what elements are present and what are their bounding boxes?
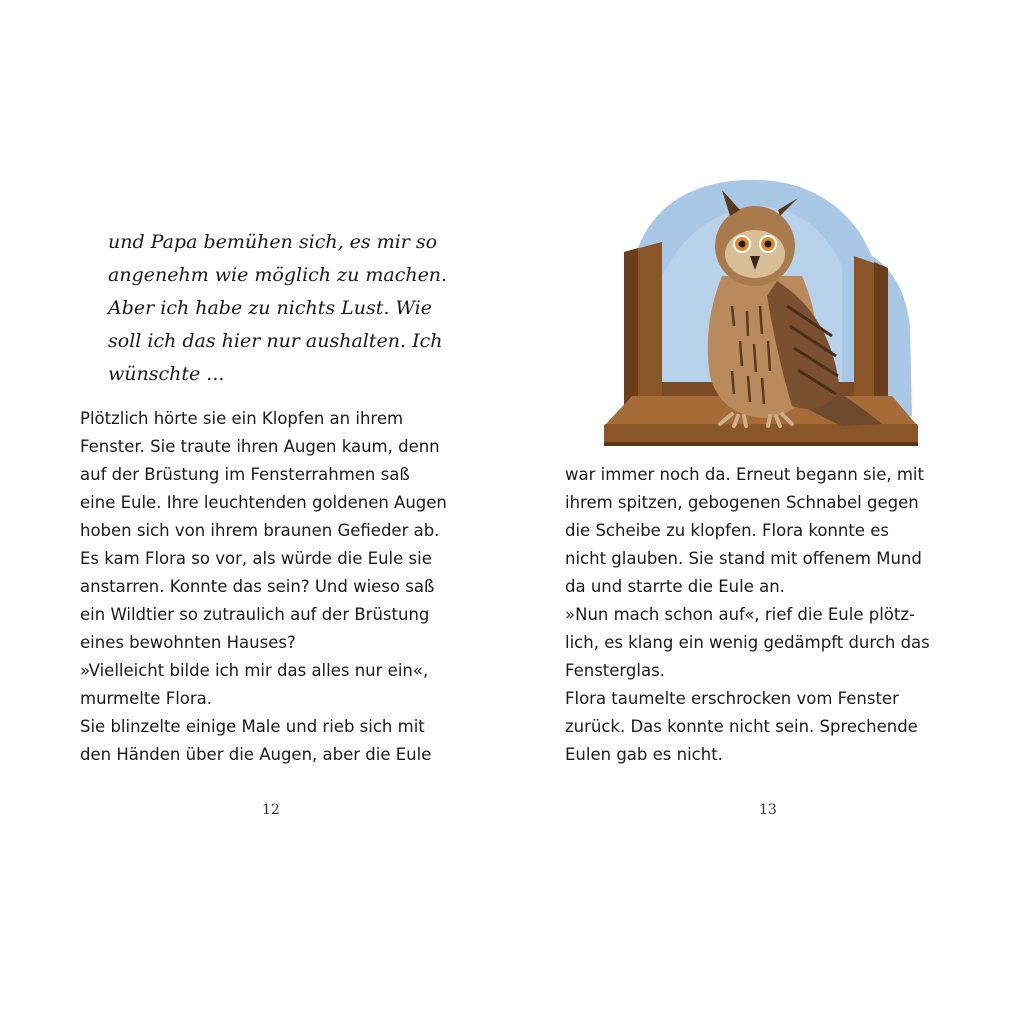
text-line: nicht glauben. Sie stand mit offenem Mund: [565, 549, 922, 568]
text-line: zurück. Das konnte nicht sein. Sprechende: [565, 717, 918, 736]
diary-line: angenehm wie möglich zu machen.: [108, 264, 448, 286]
text-line: »Nun mach schon auf«, rief die Eule plötz-: [565, 605, 915, 624]
owl-illustration: [592, 176, 922, 452]
text-line: Es kam Flora so vor, als würde die Eule sie: [80, 549, 432, 568]
text-line: ein Wildtier so zutraulich auf der Brüstung: [80, 605, 430, 624]
text-line: Fensterglas.: [565, 661, 665, 680]
text-line: Fenster. Sie traute ihren Augen kaum, denn: [80, 437, 440, 456]
text-line: anstarren. Konnte das sein? Und wieso saß: [80, 577, 435, 596]
owl-on-windowsill-image: [592, 176, 922, 452]
text-line: Eulen gab es nicht.: [565, 745, 723, 764]
text-line: Flora taumelte erschrocken vom Fenster: [565, 689, 899, 708]
text-line: Plötzlich hörte sie ein Klopfen an ihrem: [80, 409, 404, 428]
text-line: Sie blinzelte einige Male und rieb sich mit: [80, 717, 425, 736]
text-line: hoben sich von ihrem braunen Gefieder ab.: [80, 521, 440, 540]
page-number: 12: [262, 802, 280, 818]
diary-line: soll ich das hier nur aushalten. Ich: [108, 330, 443, 352]
text-line: den Händen über die Augen, aber die Eule: [80, 745, 432, 764]
text-line: »Vielleicht bilde ich mir das alles nur ein«,: [80, 661, 429, 680]
diary-line: wünschte ...: [108, 363, 225, 385]
text-line: lich, es klang ein wenig gedämpft durch das: [565, 633, 930, 652]
text-line: eines bewohnten Hauses?: [80, 633, 296, 652]
text-line: die Scheibe zu klopfen. Flora konnte es: [565, 521, 889, 540]
text-line: da und starrte die Eule an.: [565, 577, 785, 596]
diary-line: und Papa bemühen sich, es mir so: [108, 231, 438, 253]
text-line: auf der Brüstung im Fensterrahmen saß: [80, 465, 410, 484]
text-line: murmelte Flora.: [80, 689, 213, 708]
diary-line: Aber ich habe zu nichts Lust. Wie: [108, 297, 432, 319]
page-number: 13: [759, 802, 777, 818]
text-line: eine Eule. Ihre leuchtenden goldenen Augen: [80, 493, 447, 512]
body-text: [565, 461, 955, 769]
text-line: ihrem spitzen, gebogenen Schnabel gegen: [565, 493, 919, 512]
diary-excerpt: [108, 226, 448, 391]
body-text: [80, 405, 460, 769]
text-line: war immer noch da. Erneut begann sie, mit: [565, 465, 924, 484]
right-page: [512, 0, 1024, 1024]
